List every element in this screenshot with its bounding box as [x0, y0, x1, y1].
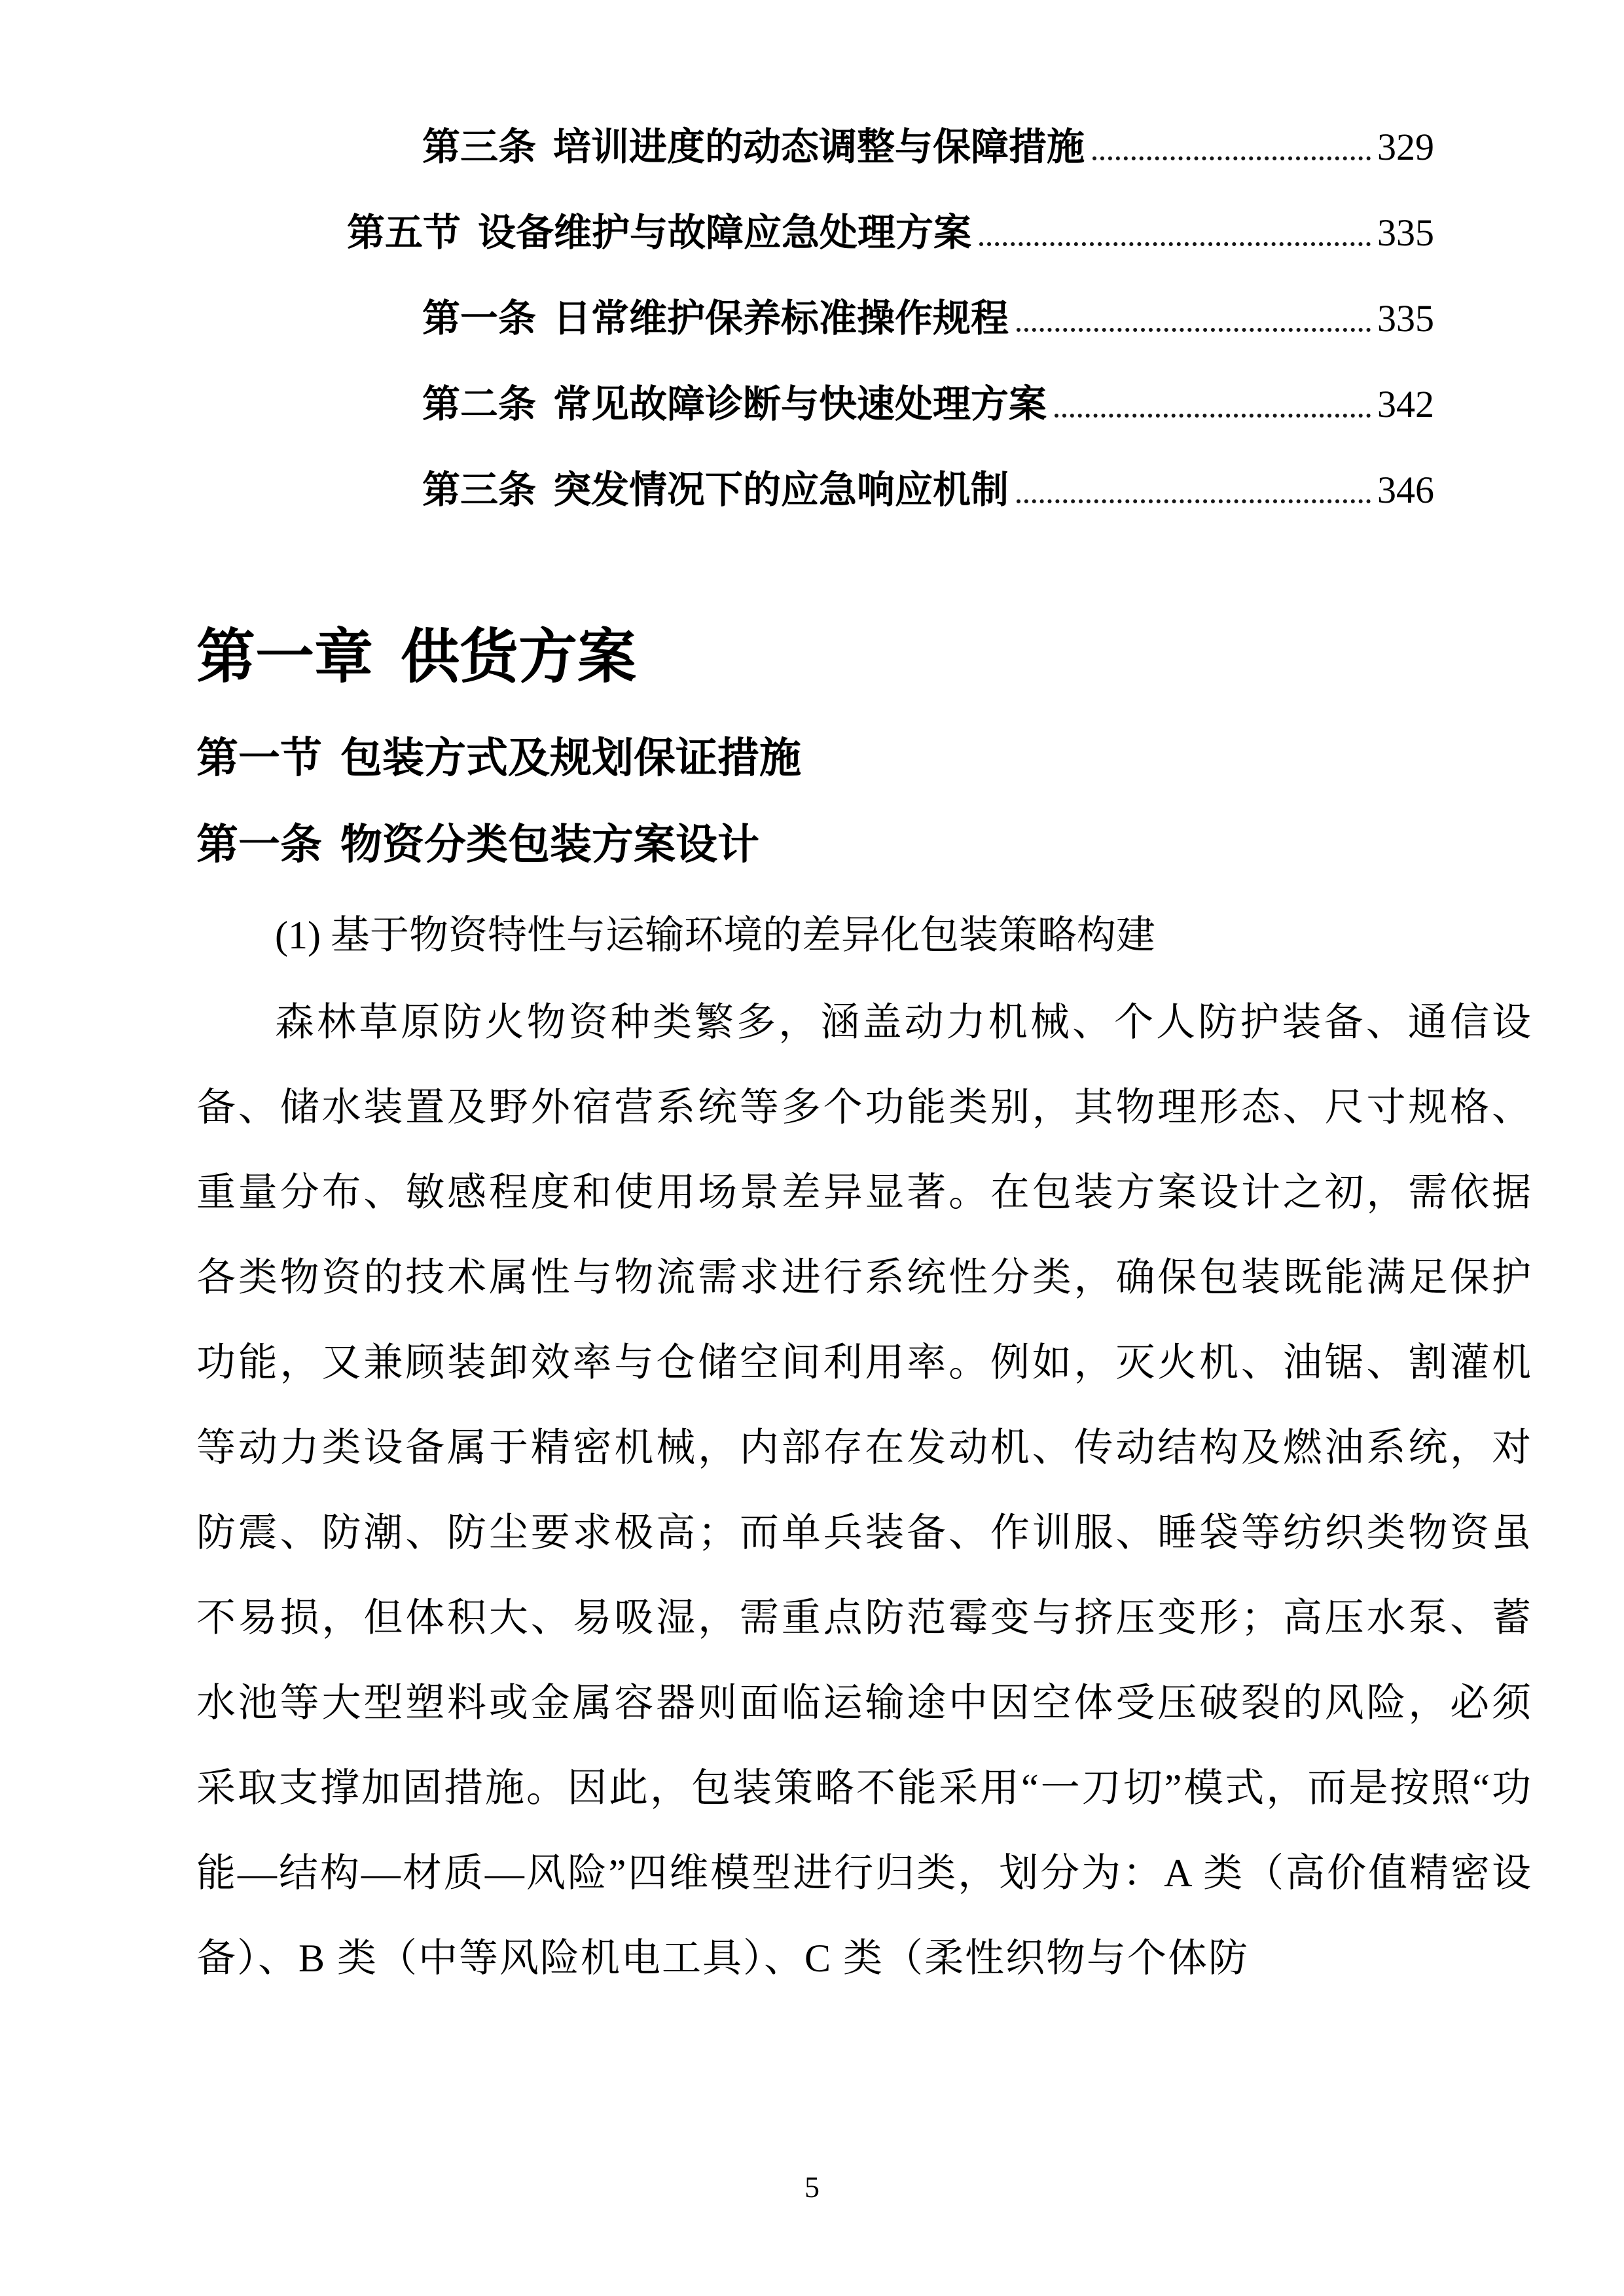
section-title: 包装方式及规划保证措施: [340, 735, 801, 781]
section-number: 第一节: [196, 735, 322, 781]
page-footer: [0, 2170, 1624, 2204]
toc-entry[interactable]: [196, 255, 1434, 341]
toc-leader-dots: [1017, 499, 1371, 503]
page-number: 5: [804, 2170, 820, 2204]
chapter-heading: [196, 622, 1532, 693]
article-number: 第一条: [196, 821, 322, 868]
toc-entry[interactable]: [196, 427, 1434, 512]
toc-entry-number: 第三条: [422, 126, 537, 169]
toc-leader-dots: [979, 242, 1371, 246]
toc-entry-number: 第三条: [422, 469, 537, 512]
chapter-title: 供货方案: [401, 625, 636, 690]
table-of-contents: [196, 84, 1532, 512]
toc-entry-number: 第二条: [422, 383, 537, 426]
toc-entry-page: 346: [1377, 469, 1434, 512]
toc-entry-number: 第五节: [347, 211, 461, 255]
toc-entry[interactable]: [196, 170, 1434, 255]
toc-entry[interactable]: [196, 341, 1434, 427]
article-title: 物资分类包装方案设计: [340, 821, 759, 868]
toc-entry-title: 常见故障诊断与快速处理方案: [553, 383, 1047, 426]
toc-entry-page: 329: [1377, 126, 1434, 169]
toc-entry-number: 第一条: [422, 297, 537, 340]
toc-entry[interactable]: [196, 84, 1434, 170]
toc-entry-page: 335: [1377, 211, 1434, 255]
article-heading: [196, 819, 1532, 871]
toc-leader-dots: [1092, 156, 1371, 160]
toc-entry-title: 日常维护保养标准操作规程: [553, 297, 1009, 340]
toc-entry-page: 335: [1377, 297, 1434, 340]
list-item-heading: (1) 基于物资特性与运输环境的差异化包装策略构建: [275, 914, 1155, 957]
toc-entry-title: 培训进度的动态调整与保障措施: [553, 126, 1085, 169]
toc-leader-dots: [1055, 414, 1371, 418]
toc-entry-title: 设备维护与故障应急处理方案: [478, 211, 972, 255]
toc-entry-page: 342: [1377, 383, 1434, 426]
section-heading: [196, 732, 1532, 785]
toc-entry-title: 突发情况下的应急响应机制: [553, 469, 1009, 512]
body-paragraph: 森林草原防火物资种类繁多，涵盖动力机械、个人防护装备、通信设备、储水装置及野外宿营系统等多个功能类别，其物理形态、尺寸规格、重量分布、敏感程度和使用场景差异显著。在包装方案设计之初，需依据各类物资的技术属性与物流需求进行系统性分类，确保包装既能满足保护功能，又兼顾装卸效率与仓储空间利用率。例如，灭火机、油锯、割灌机等动力类设备属于精密机械，内部存在发动机、传动结构及燃油系统，对防震、防潮、防尘要求极高；而单兵装备、作训服、睡袋等纺织类物资虽不易损，但体积大、易吸湿，需重点防范霉变与挤压变形；高压水泵、蓄水池等大型塑料或金属容器则面临运输途中因空体受压破裂的风险，必须采取支撑加固措施。因此，包装策略不能采用“一刀切”模式，而是按照“功能—结构—材质—风险”四维模型进行归类，划分为：A 类（高价值精密设备）、B 类（中等风险机电工具）、C 类（柔性织物与个体防: [196, 1001, 1532, 1980]
chapter-number: 第一章: [196, 625, 373, 690]
toc-leader-dots: [1017, 328, 1371, 332]
